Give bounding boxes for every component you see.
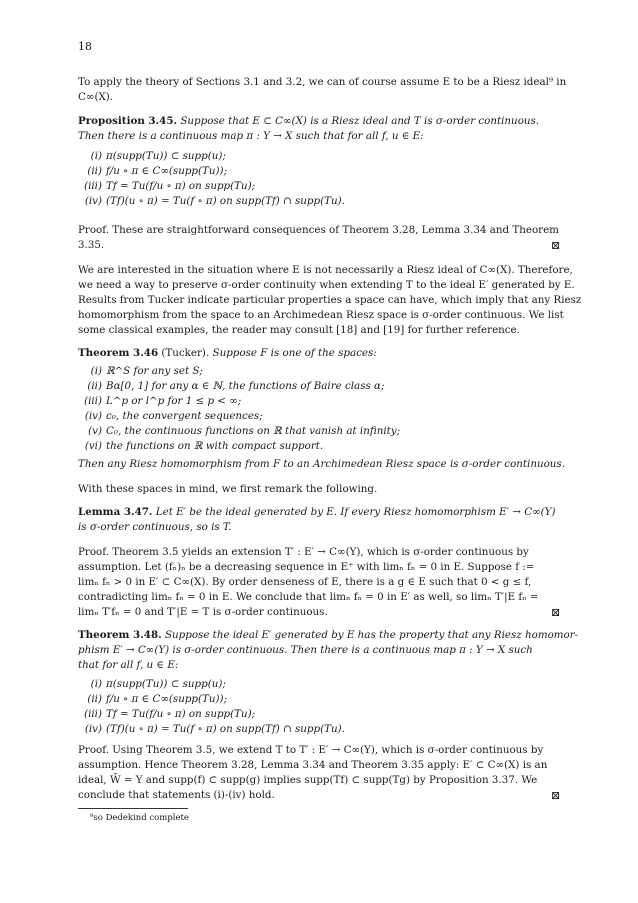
thm348-item-iii	[78, 708, 255, 721]
item-text: L^p or l^p for 1 ≤ p < ∞;	[106, 395, 242, 407]
lemma-statement-2: is σ-order continuous, so is T.	[78, 521, 232, 533]
theorem-statement: Suppose F is one of the spaces:	[212, 347, 377, 359]
para2-line-5: some classical examples, the reader may consult [18] and [19] for further reference.	[78, 324, 520, 336]
thm348-item-iv	[78, 723, 345, 736]
thm346-item-i	[78, 365, 203, 378]
item-label: (v)	[88, 425, 102, 437]
item-label: (iv)	[84, 195, 102, 207]
theorem-statement-3: that for all f, u ∈ E:	[78, 659, 179, 671]
item-label: (iv)	[84, 723, 102, 735]
prop-item-iii	[78, 180, 255, 193]
item-text: f/u ∘ π ∈ C∞(supp(Tu));	[106, 693, 228, 705]
thm346-item-vi	[78, 440, 323, 453]
item-text: (Tf)(u ∘ π) = Tu(f ∘ π) on supp(Tf) ∩ supp(Tu).	[106, 195, 345, 207]
theorem-heading: Theorem 3.48.	[78, 629, 162, 641]
theorem-heading: Theorem 3.46	[78, 347, 159, 359]
qed-symbol: ⊠	[551, 239, 561, 252]
item-text: ℝ^S for any set S;	[106, 365, 203, 377]
item-text: (Tf)(u ∘ π) = Tu(f ∘ π) on supp(Tf) ∩ supp(Tu).	[106, 723, 345, 735]
para2-line-3: Results from Tucker indicate particular properties a space can have, which imply that any Riesz	[78, 294, 582, 306]
proposition-3-45	[78, 115, 539, 128]
thm346-item-iv	[78, 410, 263, 423]
item-label: (iii)	[84, 708, 102, 720]
proof-1-line-2: 3.35.	[78, 239, 105, 251]
qed-symbol: ⊠	[551, 606, 561, 619]
page-number: 18	[78, 40, 92, 53]
para2-line-2: we need a way to preserve σ-order continuity when extending T to the ideal E′ generated by E.	[78, 279, 575, 291]
prop-item-i	[78, 150, 226, 163]
proof-3-line-3: ideal, W̄ = Y and supp(f) ⊂ supp(g) implies supp(Tf) ⊂ supp(Tg) by Proposition 3.37. We	[78, 774, 538, 786]
proof-3-line-4: conclude that statements (i)-(iv) hold.	[78, 789, 275, 801]
theorem-statement-1: Suppose the ideal E′ generated by E has the property that any Riesz homomor-	[164, 629, 579, 641]
item-text: the functions on ℝ with compact support.	[106, 440, 324, 452]
intro-line-1: To apply the theory of Sections 3.1 and 3.2, we can of course assume E to be a Riesz ideal⁹ in	[78, 76, 567, 88]
proposition-statement-2: Then there is a continuous map π : Y → X such that for all f, u ∈ E:	[78, 130, 424, 142]
proposition-statement-1: Suppose that E ⊂ C∞(X) is a Riesz ideal and T is σ-order continuous.	[180, 115, 540, 127]
proof-2-line-3: limₙ fₙ > 0 in E′ ⊂ C∞(X). By order denseness of E, there is a g ∈ E such that 0 < g ≤ f,	[78, 576, 532, 588]
theorem-statement-2: phism E′ → C∞(Y) is σ-order continuous. Then there is a continuous map π : Y → X such	[78, 644, 533, 656]
item-text: Tf = Tu(f/u ∘ π) on supp(Tu);	[106, 708, 256, 720]
item-text: Bα[0, 1] for any α ∈ ℕ, the functions of Baire class α;	[106, 380, 385, 392]
proposition-heading: Proposition 3.45.	[78, 115, 178, 127]
item-text: f/u ∘ π ∈ C∞(supp(Tu));	[106, 165, 228, 177]
prop-item-ii	[78, 165, 227, 178]
theorem-3-48	[78, 629, 578, 642]
para2-line-4: homomorphism from the space to an Archimedean Riesz space is σ-order continuous. We list	[78, 309, 564, 321]
thm348-item-ii	[78, 693, 227, 706]
item-text: Tf = Tu(f/u ∘ π) on supp(Tu);	[106, 180, 256, 192]
prop-item-iv	[78, 195, 345, 208]
thm346-item-ii	[78, 380, 384, 393]
proof-2-line-1: Proof. Theorem 3.5 yields an extension T′ : E′ → C∞(Y), which is σ-order continuous by	[78, 546, 529, 558]
footnote-rule	[78, 808, 188, 809]
lemma-statement-1: Let E′ be the ideal generated by E. If every Riesz homomorphism E′ → C∞(Y)	[155, 506, 556, 518]
lemma-heading: Lemma 3.47.	[78, 506, 153, 518]
item-text: π(supp(Tu)) ⊂ supp(u);	[106, 150, 226, 162]
thm346-item-v	[78, 425, 400, 438]
item-label: (i)	[90, 150, 102, 162]
para3: With these spaces in mind, we first remark the following.	[78, 483, 378, 495]
proof-2-line-5: limₙ T′fₙ = 0 and T′|E = T is σ-order continuous.	[78, 606, 328, 618]
item-text: π(supp(Tu)) ⊂ supp(u);	[106, 678, 226, 690]
thm348-item-i	[78, 678, 226, 691]
theorem-3-46	[78, 347, 377, 360]
proof-2-line-4: contradicting limₙ fₙ = 0 in E. We conclude that limₙ fₙ = 0 in E′ as well, so limₙ T′|E fₙ =	[78, 591, 539, 603]
thm346-item-iii	[78, 395, 241, 408]
item-label: (ii)	[87, 380, 102, 392]
intro-line-2: C∞(X).	[78, 91, 114, 103]
theorem-attribution: (Tucker).	[161, 347, 210, 359]
qed-symbol: ⊠	[551, 789, 561, 802]
item-label: (i)	[90, 365, 102, 377]
item-label: (ii)	[87, 693, 102, 705]
proof-3-line-1: Proof. Using Theorem 3.5, we extend T to T′ : E′ → C∞(Y), which is σ-order continuous by	[78, 744, 544, 756]
item-label: (vi)	[84, 440, 102, 452]
item-label: (iii)	[84, 180, 102, 192]
proof-3-line-2: assumption. Hence Theorem 3.28, Lemma 3.34 and Theorem 3.35 apply: E′ ⊂ C∞(X) is an	[78, 759, 548, 771]
item-label: (iv)	[84, 410, 102, 422]
item-label: (i)	[90, 678, 102, 690]
lemma-3-47	[78, 506, 555, 519]
item-text: C₀, the continuous functions on ℝ that vanish at infinity;	[106, 425, 401, 437]
item-text: c₀, the convergent sequences;	[106, 410, 263, 422]
footnote: ⁹so Dedekind complete	[90, 813, 189, 823]
para2-line-1: We are interested in the situation where E is not necessarily a Riesz ideal of C∞(X). Therefore,	[78, 264, 573, 276]
proof-2-line-2: assumption. Let (fₙ)ₙ be a decreasing sequence in E⁺ with limₙ fₙ = 0 in E. Suppose f :=	[78, 561, 535, 573]
proof-1-line-1: Proof. These are straightforward consequences of Theorem 3.28, Lemma 3.34 and Theorem	[78, 224, 559, 236]
item-label: (ii)	[87, 165, 102, 177]
thm346-conclusion: Then any Riesz homomorphism from F to an Archimedean Riesz space is σ-order continuous.	[78, 458, 565, 470]
item-label: (iii)	[84, 395, 102, 407]
